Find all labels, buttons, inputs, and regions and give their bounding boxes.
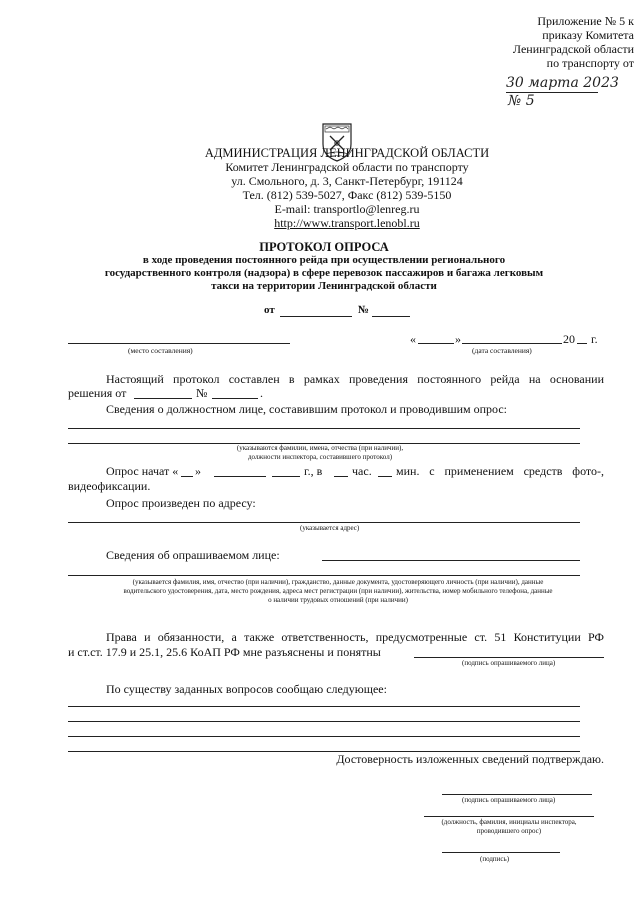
appendix-line-1: Приложение № 5 к [537,14,634,28]
paragraph-statement: По существу заданных вопросов сообщаю следующее: [106,682,387,696]
place-caption: (место составления) [128,346,193,355]
inspector-caption [414,818,604,836]
address-caption: (указывается адрес) [300,524,360,532]
official-caption-1: (указываются фамилии, имена, отчества (при наличии), [236,444,404,452]
org-name: АДМИНИСТРАЦИЯ ЛЕНИНГРАДСКОЙ ОБЛАСТИ [204,146,490,160]
paragraph-interviewee: Сведения об опрашиваемом лице: [106,548,280,562]
paragraph-rights-1: Права и обязанности, а также ответственность, предусмотренные ст. 51 Конституции РФ [106,630,604,644]
interviewee-signature-caption: (подпись опрашиваемого лица) [462,796,556,804]
official-caption-2: должности инспектора, составившего протокол) [247,453,393,461]
title-line-2: государственного контроля (надзора) в сфере перевозок пассажиров и багажа легковым [104,267,544,279]
date-month-field[interactable] [462,343,562,344]
start-year-field[interactable] [272,476,300,477]
interview-start-prefix: Опрос начат « [106,464,179,478]
inspector-caption-2: проводившего опрос) [476,827,542,835]
place-field[interactable] [68,343,290,344]
address: ул. Смольного, д. 3, Санкт-Петербург, 191124 [231,174,463,188]
start-close-quote: » [195,464,201,478]
start-month-field[interactable] [214,476,266,477]
handwritten-date-line [506,74,632,109]
start-hour-field[interactable] [334,476,348,477]
date-open-quote: « [410,332,416,346]
interviewee-signature-field[interactable] [442,794,592,795]
handwritten-number: № 5 [508,93,535,109]
year-prefix: 20 [563,332,575,346]
appendix-block [414,14,634,70]
paragraph-official: Сведения о должностном лице, составившим протокол и проводившим опрос: [106,402,508,416]
decision-no-label: № [196,386,208,400]
title-block [40,240,608,293]
date-caption: (дата составления) [472,346,532,355]
start-day-field[interactable] [181,476,193,477]
paragraph-basis-1: Настоящий протокол составлен в рамках проведения постоянного рейда на основании [106,372,604,386]
website-link[interactable]: http://www.transport.lenobl.ru [274,216,420,230]
appendix-line-4: по транспорту от [546,56,634,70]
decision-number-field[interactable] [212,398,258,399]
appendix-line-2: приказу Комитета [542,28,634,42]
interviewee-caption-2: водительского удостоверения, дата, место рождения, адреса мест регистрации (при наличии), жительства, номер мобильного телефона, данные [123,587,553,595]
statement-field-1[interactable] [68,706,580,707]
date-underline [506,92,598,93]
interviewee-field-2[interactable] [68,575,580,576]
video-fixation: видеофиксации. [68,479,151,493]
paragraph-rights-2: и ст.ст. 17.9 и 25.1, 25.6 КоАП РФ мне разъяснены и понятны [68,645,381,659]
committee-name: Комитет Ленинградской области по транспорту [225,160,469,174]
interviewee-field-1[interactable] [322,560,580,561]
header-block [140,146,554,230]
decision-period: . [260,386,263,400]
start-year-label: г., в [304,464,323,478]
page-title: ПРОТОКОЛ ОПРОСА [259,240,389,254]
rights-signature-caption: (подпись опрашиваемого лица) [462,659,556,667]
confirmation: Достоверность изложенных сведений подтверждаю. [336,752,604,766]
phone: Тел. (812) 539-5027, Факс (812) 539-5150 [242,188,452,202]
address-field[interactable] [68,522,580,523]
date-close-quote: » [455,332,461,346]
title-from-label: от [264,304,275,316]
start-minute-field[interactable] [378,476,392,477]
title-no-label: № [358,304,370,316]
year-suffix: г. [591,332,598,346]
start-hour-label: час. [352,464,372,478]
inspector-signature-field[interactable] [442,852,560,853]
title-number-blank[interactable] [372,316,410,317]
inspector-signature-caption: (подпись) [480,855,510,863]
official-field-1[interactable] [68,428,580,429]
official-caption [140,444,500,462]
title-line-1: в ходе проведения постоянного рейда при осуществлении регионального [142,254,506,266]
decision-date-field[interactable] [134,398,192,399]
statement-field-2[interactable] [68,721,580,722]
interviewee-caption-3: о наличии трудовых отношений (при наличии) [268,596,408,604]
email: E-mail: transportlo@lenreg.ru [274,202,420,216]
title-line-3: такси на территории Ленинградской области [211,280,437,292]
title-date-blank[interactable] [280,316,352,317]
appendix-line-3: Ленинградской области [512,42,634,56]
interviewee-caption [68,578,608,605]
interviewee-caption-1: (указывается фамилия, имя, отчество (при наличии), гражданство, данные документа, удостоверяющего личность (при наличии), данные [132,578,544,586]
paragraph-basis-2-prefix: решения от [68,386,127,400]
date-year-field[interactable] [577,343,587,344]
paragraph-address: Опрос произведен по адресу: [106,496,256,510]
date-day-field[interactable] [418,343,454,344]
start-rest: мин. с применением средств фото-, [396,464,604,478]
statement-field-3[interactable] [68,736,580,737]
handwritten-date: 30 марта 2023 [506,75,619,91]
inspector-caption-1: (должность, фамилия, инициалы инспектора, [441,818,577,826]
inspector-field[interactable] [424,816,594,817]
rights-signature-field[interactable] [414,657,604,658]
